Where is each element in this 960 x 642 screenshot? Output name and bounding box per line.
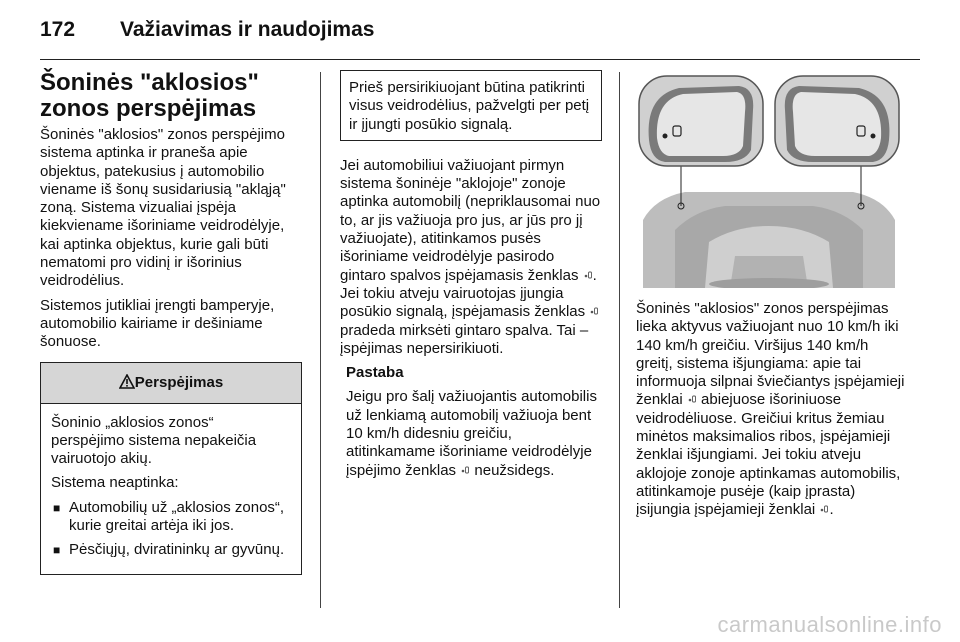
note-text: Jeigu pro šalį važiuojantis automobilis už lenkiamą automobilį važiuoja bent 10 km/h didesniu greičiu, atitinkamame išoriniame veidrodėlyje įspėjimo ženklas neužsidegs. — [346, 388, 597, 479]
note-title: Pastaba — [346, 364, 404, 382]
blind-spot-indicator-icon — [687, 394, 697, 404]
warning-heading: Perspėjimas — [134, 373, 224, 391]
warning-text: Šoninio „aklosios zonos“ perspėjimo sistema nepakeičia vairuotojo akių. — [51, 413, 257, 468]
caution-text: Prieš persirikiuojant būtina patikrinti visus veidrodėlius, pažvelgti per petį ir įjungti posūkio signalą. — [349, 79, 590, 133]
blind-spot-indicator-icon — [583, 270, 593, 280]
warning-list — [51, 499, 291, 560]
blind-spot-indicator-icon — [460, 465, 470, 475]
header-rule — [40, 59, 920, 60]
column-3 — [636, 300, 906, 526]
chapter-title: Važiavimas ir naudojimas — [120, 18, 375, 41]
car-mirrors-illustration — [635, 70, 903, 288]
watermark: carmanualsonline.info — [717, 612, 942, 637]
intro-paragraph: Šoninės "aklosios" zonos perspėjimo sistema aptinka ir praneša apie objektus, patekusius į automobilio viename iš šonų susidariusią "akląją" zoną. Sistema vizualiai įspėja kiekviename išoriniame veidrodėlyje, kai aptinka objektus, kurie gali būti nematomi pro vidinį ir išorinius veidrodėlius. — [40, 126, 286, 290]
warning-triangle-icon — [119, 374, 135, 389]
activity-paragraph: Šoninės "aklosios" zonos perspėjimas lieka aktyvus važiuojant nuo 10 km/h iki 140 km/h greičiu. Viršijus 140 km/h greitį, sistema išjungiama: apie tai informuoja silpnai šviečiantys įspėjamieji ženklai abiejuose išoriniuose veidrodėliuose. Greičiui kritus žemiau minėtos maksimalios ribos, įspėjamieji ženklai išjungiami. Jei tokiu atveju aklojoje zonoje aptinkamas automobilis, atitinkamoje pusėje (kaip įprasta) įsijungia įspėjamieji ženklai . — [636, 300, 905, 519]
caution-box — [340, 70, 602, 141]
warning-box — [40, 362, 302, 575]
detection-paragraph: Jei automobiliui važiuojant pirmyn sistema šoninėje "aklojoje" zonoje aptinka automobilį (nepriklausomai nuo to, ar jis važiuoja pro jus, ar jūs pro jį važiuojate), atitinkamos pusės išoriniame veidrodėlyje pasirodo gintaro spalvos įspėjamasis ženklas . Jei tokiu atveju vairuotojas įjungia posūkio signalą, įspėjamasis ženklas pradeda mirksėti gintaro spalva. Tai – įspėjimas nepersirikiuoti. — [340, 156, 601, 357]
list-item: ■ Pėsčiųjų, dviratininkų ar gyvūnų. — [51, 541, 291, 559]
column-divider-1 — [320, 72, 321, 608]
column-divider-2 — [619, 72, 620, 608]
blind-spot-indicator-icon — [819, 504, 829, 514]
warning-body — [41, 404, 301, 574]
warning-list-intro: Sistema neaptinka: — [51, 474, 179, 492]
section-title: Šoninės "aklosios" zonos perspėjimas — [40, 69, 259, 122]
column-2 — [340, 70, 602, 486]
warning-header — [41, 363, 301, 404]
column-1 — [40, 70, 302, 575]
page-number: 172 — [40, 18, 76, 41]
blind-spot-indicator-icon — [589, 306, 599, 316]
page-header — [40, 18, 920, 48]
note-block — [340, 364, 602, 480]
list-item: ■ Automobilių už „aklosios zonos“, kurie greitai artėja iki jos. — [51, 499, 291, 536]
sensor-paragraph: Sistemos jutikliai įrengti bamperyje, automobilio kairiame ir dešiniame šonuose. — [40, 296, 275, 351]
